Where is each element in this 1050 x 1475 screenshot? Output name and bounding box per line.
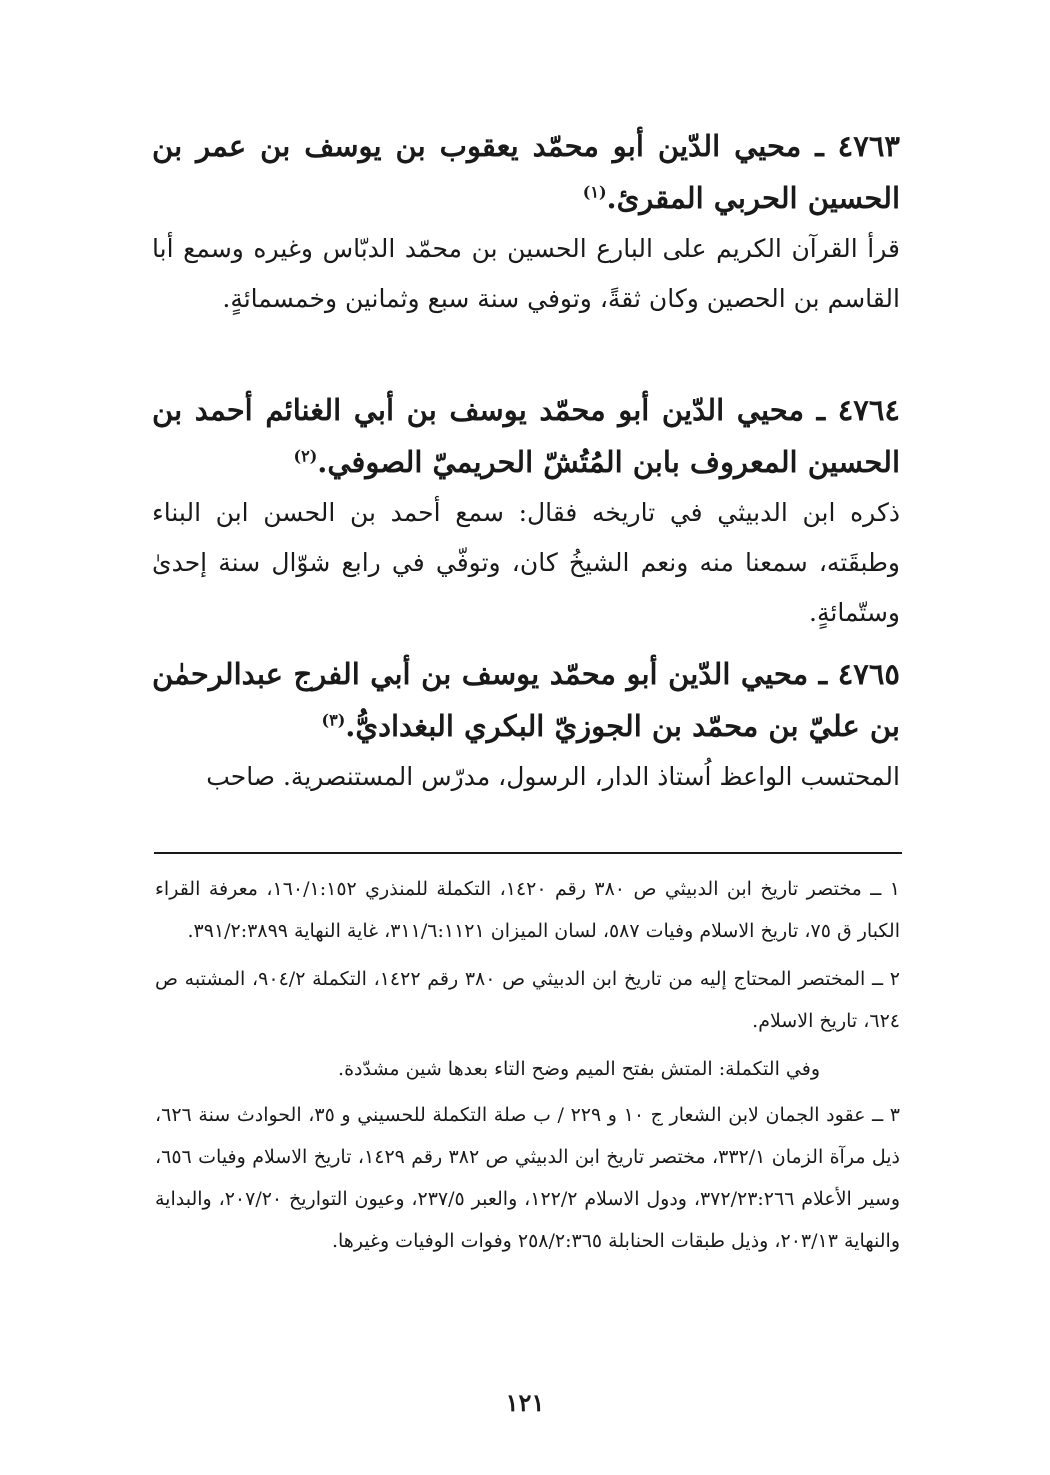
entry-text: قرأ القرآن الكريم على البارع الحسين بن محمّد الدبّاس وغيره وسمع أبا القاسم بن الحصين وكان ثقةً، وتوفي سنة سبع وثمانين وخمسمائةٍ. bbox=[152, 234, 900, 313]
biography-entry-4765 bbox=[152, 648, 900, 802]
footnote-2-note: وفي التكملة: المتش بفتح الميم وضح التاء بعدها شين مشدّدة. bbox=[338, 1058, 820, 1080]
biography-entry-4763 bbox=[152, 120, 900, 324]
footnote-2: ٢ ــ المختصر المحتاج إليه من تاريخ ابن الدبيثي ص ٣٨٠ رقم ١٤٢٢، التكملة ٩٠٤/٢، المشتبه ص ٦٢٤، تاريخ الاسلام. bbox=[155, 968, 901, 1032]
footnote-ref: (٣) bbox=[321, 710, 346, 730]
entry-name: محيي الدّين أبو محمّد يعقوب بن يوسف بن عمر بن الحسين الحربي المقرئ. bbox=[152, 129, 900, 215]
entry-heading bbox=[152, 120, 900, 224]
footnote-1: ١ ــ مختصر تاريخ ابن الدبيثي ص ٣٨٠ رقم ١٤٢٠، التكملة للمنذري ١٦٠/١:١٥٢، معرفة القراء الكبار ق ٧٥، تاريخ الاسلام وفيات ٥٨٧، لسان الميزان ٣١١/٦:١١٢١، غاية النهاية ٣٩١/٢:٣٨٩٩. bbox=[155, 878, 900, 942]
entry-dash: ـ bbox=[808, 657, 828, 691]
entry-text: ذكره ابن الدبيثي في تاريخه فقال: سمع أحمد بن الحسن ابن البناء وطبقَته، سمعنا منه ونعم الشيخُ كان، وتوفّي في رابع شوّال سنة إحدىٰ وستّمائةٍ. bbox=[152, 498, 900, 627]
page-number: ١٢١ bbox=[505, 1388, 545, 1417]
footnotes bbox=[155, 868, 900, 1268]
footnote-3: ٣ ــ عقود الجمان لابن الشعار ج ١٠ و ٢٢٩ / ب صلة التكملة للحسيني و ٣٥، الحوادث سنة ٦٢٦، ذيل مرآة الزمان ٣٣٢/١، مختصر تاريخ ابن الدبيثي ص ٣٨٢ رقم ١٤٢٩، تاريخ الاسلام وفيات ٦٥٦، وسير الأعلام ٣٧٢/٢٣:٢٦٦، ودول الاسلام ١٢٢/٢، والعبر ٢٣٧/٥، وعيون التواريخ ٢٠٧/٢٠، والبداية والنهاية ٢٠٣/١٣، وذيل طبقات الحنابلة ٢٥٨/٢:٣٦٥ وفوات الوفيات وغيرها. bbox=[155, 1104, 901, 1252]
footnote-ref: (١) bbox=[582, 182, 607, 202]
entry-name: محيي الدّين أبو محمّد يوسف بن أبي الغنائم أحمد بن الحسين المعروف بابن المُتُشّ الحريميّ الصوفي. bbox=[152, 393, 900, 479]
biography-entry-4764 bbox=[152, 384, 900, 638]
entry-dash: ـ bbox=[801, 129, 824, 163]
entry-number: ٤٧٦٣ bbox=[837, 129, 900, 163]
entry-heading bbox=[152, 648, 900, 752]
footnote-separator bbox=[154, 852, 902, 854]
entry-number: ٤٧٦٤ bbox=[837, 393, 901, 427]
entry-heading bbox=[152, 384, 900, 488]
entry-name: محيي الدّين أبو محمّد يوسف بن أبي الفرج عبدالرحمٰن بن عليّ بن محمّد بن الجوزيّ البكري البغداديُّ. bbox=[152, 657, 900, 743]
entry-text: المحتسب الواعظ اُستاذ الدار، الرسول، مدرّس المستنصرية. صاحب bbox=[206, 762, 900, 791]
entry-number: ٤٧٦٥ bbox=[837, 657, 900, 691]
entry-dash: ـ bbox=[803, 393, 826, 427]
footnote-ref: (٢) bbox=[293, 446, 318, 466]
